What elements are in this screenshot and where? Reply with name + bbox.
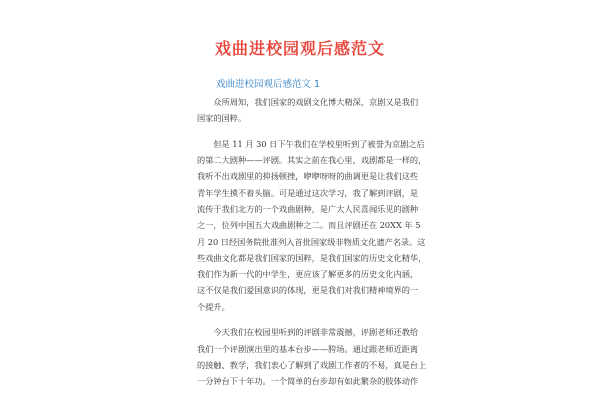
paragraph bbox=[197, 136, 427, 315]
paragraph bbox=[197, 94, 419, 127]
text-line: 些戏曲文化都是我们国家的国粹，是我们国家的历史文化精华， bbox=[197, 252, 427, 263]
text-line: 今天我们在校园里听到的评剧非常震撼，评剧老师还教给 bbox=[197, 327, 419, 338]
text-line: 的接触、教学，我们衷心了解到了戏剧工作者的不易，真是台上 bbox=[197, 359, 427, 370]
document-body bbox=[197, 94, 427, 399]
text-line: 之一，位列中国五大戏曲剧种之二。而且评剧还在 20XX 年 5 bbox=[197, 220, 421, 231]
text-line: 月 20 日经国务院批准列入首批国家级非物质文化遗产名录。这 bbox=[197, 236, 426, 247]
text-line: 流传于我们北方的一个戏曲剧种，是广大人民喜闻乐见的剧种 bbox=[197, 203, 419, 214]
text-line: 这不仅是我们爱国意识的体现，更是我们对我们精神境界的一 bbox=[197, 285, 419, 296]
document-title: 戏曲进校园观后感范文 bbox=[214, 39, 385, 58]
section-heading: 戏曲进校园观后感范文 1 bbox=[216, 79, 321, 90]
text-line: 一分钟台下十年功。一个简单的台步却有如此繁杂的肢体动作 bbox=[197, 376, 419, 387]
text-line: 青年学生摸不着头脑。可是通过这次学习，我了解到评剧，是 bbox=[197, 187, 419, 198]
text-line: 个提升。 bbox=[197, 301, 230, 312]
text-line: 的第二大剧种——评剧。其实之前在我心里，戏剧都是一样的， bbox=[197, 155, 427, 166]
text-line: 但是 11 月 30 日下午我们在学校里听到了被誉为京剧之后 bbox=[197, 138, 425, 149]
text-line: 我们作为新一代的中学生，更应该了解更多的历史文化内涵， bbox=[197, 269, 419, 280]
text-line: 众所周知，我们国家的戏剧文化博大精深，京剧又是我们 bbox=[197, 97, 419, 107]
paragraph bbox=[197, 324, 427, 389]
text-line: 我听不出戏剧里的抑扬顿挫，咿咿呀呀的曲调更是让我们这些 bbox=[197, 171, 419, 182]
text-line: 国家的国粹。 bbox=[197, 113, 247, 124]
text-line: 我们一个评剧演出里的基本台步——胯场。通过跟老师近距离 bbox=[197, 343, 419, 354]
